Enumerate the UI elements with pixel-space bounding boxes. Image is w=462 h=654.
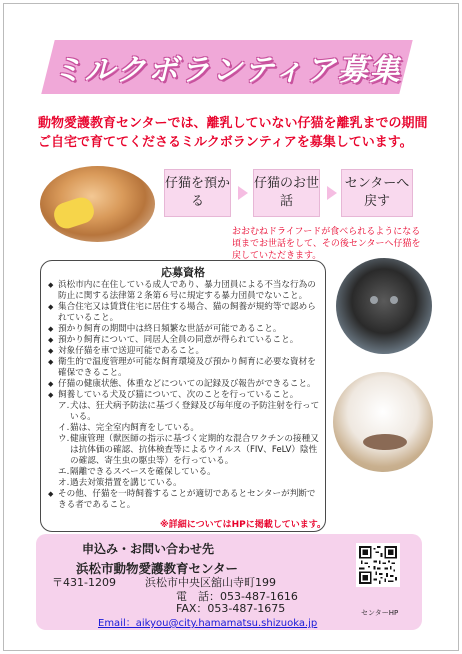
- postal-code: 〒431-1209: [52, 576, 116, 589]
- subitem-text: 過去対策措置を講じている。: [70, 478, 182, 488]
- requirements-list: [48, 280, 324, 511]
- email-link[interactable]: Email：aikyou@city.hamamatsu.shizuoka.jp: [98, 618, 318, 629]
- list-subitem: [48, 467, 324, 478]
- kitten-eye-shape: [390, 296, 398, 304]
- qr-label: センターHP: [361, 609, 399, 617]
- list-subitem: [48, 434, 324, 467]
- subitem-mark: ウ.: [58, 434, 70, 444]
- arrow-right-icon: [238, 186, 248, 200]
- list-subitem: [48, 478, 324, 489]
- intro-text: 動物愛護教育センターでは、離乳していない仔猫を離乳までの期間ご自宅で育ててくださるミルクボランティアを募集しています。: [38, 116, 428, 150]
- list-subitem: [48, 423, 324, 434]
- list-item: ◆ 浜松市内に在住している成人であり、暴力団員による不当な行為の防止に関する法律第２条第６号に規定する暴力団員でないこと。: [48, 280, 324, 302]
- subitem-text: 健康管理（獣医師の指示に基づく定期的な混合ワクチンの接種又は抗体価の確認、抗体検査等によるウイルス（FIV、FeLV）陰性の確認、寄生虫の駆虫等）を行っている。: [70, 434, 319, 466]
- subitem-mark: エ.: [58, 467, 70, 477]
- list-item: ◆ 預かり飼育について、同居人全員の同意が得られていること。: [48, 335, 324, 346]
- list-item: ◆ 対象仔猫を車で送迎可能であること。: [48, 346, 324, 357]
- organization-name: 浜松市動物愛護教育センター: [76, 561, 239, 576]
- list-item: ◆ 集合住宅又は賃貸住宅に居住する場合、猫の飼養が規約等で認められていること。: [48, 302, 324, 324]
- subitem-text: 隔離できるスペースを確保している。: [70, 467, 216, 477]
- requirements-title: 応募資格: [161, 266, 205, 279]
- fax-number: FAX：053-487-1675: [176, 602, 286, 615]
- list-subitem: [48, 401, 324, 423]
- subitem-mark: ア.: [58, 401, 70, 411]
- list-item: ◆ 仔猫の健康状態、体重などについての記録及び報告ができること。: [48, 379, 324, 390]
- step-take-kitten: 仔猫を預かる: [164, 169, 231, 217]
- subitem-mark: オ.: [58, 478, 70, 488]
- kitten-eye-shape: [370, 296, 378, 304]
- subitem-text: 猫は、完全室内飼育をしている。: [70, 423, 199, 433]
- list-item: ◆ その他、仔猫を一時飼養することが適切であるとセンターが判断できる者であること。: [48, 489, 324, 511]
- arrow-right-icon: [327, 186, 337, 200]
- phone-number: 電 話：053-487-1616: [176, 590, 298, 603]
- list-item: ◆ 衛生的で温度管理が可能な飼育環境及び預かり飼育に必要な資材を確保できること。: [48, 357, 324, 379]
- subitem-text: 犬は、狂犬病予防法に基づく登録及び毎年度の予防注射を行っている。: [70, 401, 320, 422]
- milk-bottle-shape: [51, 194, 97, 231]
- contact-heading: 申込み・お問い合わせ先: [82, 542, 215, 556]
- kitten-bottle-photo: [40, 166, 155, 242]
- page-title: ミルクボランティア募集: [52, 53, 402, 88]
- address: 浜松市中央区舘山寺町199: [145, 576, 276, 589]
- process-note: おおむねドライフードが食べられるようになる頃までお世話をして、その後センターへ仔猫を戻していただきます。: [232, 227, 421, 261]
- step-care-kitten: 仔猫のお世話: [253, 169, 320, 217]
- step-return-center: センターへ戻す: [341, 169, 413, 217]
- black-kitten-photo: [336, 258, 432, 354]
- qr-code-icon[interactable]: [356, 543, 400, 587]
- details-on-hp-note: ※詳細についてはHPに掲載しています。: [160, 520, 326, 530]
- list-item: ◆ 飼養している犬及び猫について、次のことを行っていること。: [48, 390, 324, 401]
- food-bowl-shape: [363, 434, 407, 450]
- subitem-mark: イ.: [58, 423, 70, 433]
- white-kittens-photo: [333, 372, 433, 472]
- list-item: ◆ 預かり飼育の期間中は終日頻繁な世話が可能であること。: [48, 324, 324, 335]
